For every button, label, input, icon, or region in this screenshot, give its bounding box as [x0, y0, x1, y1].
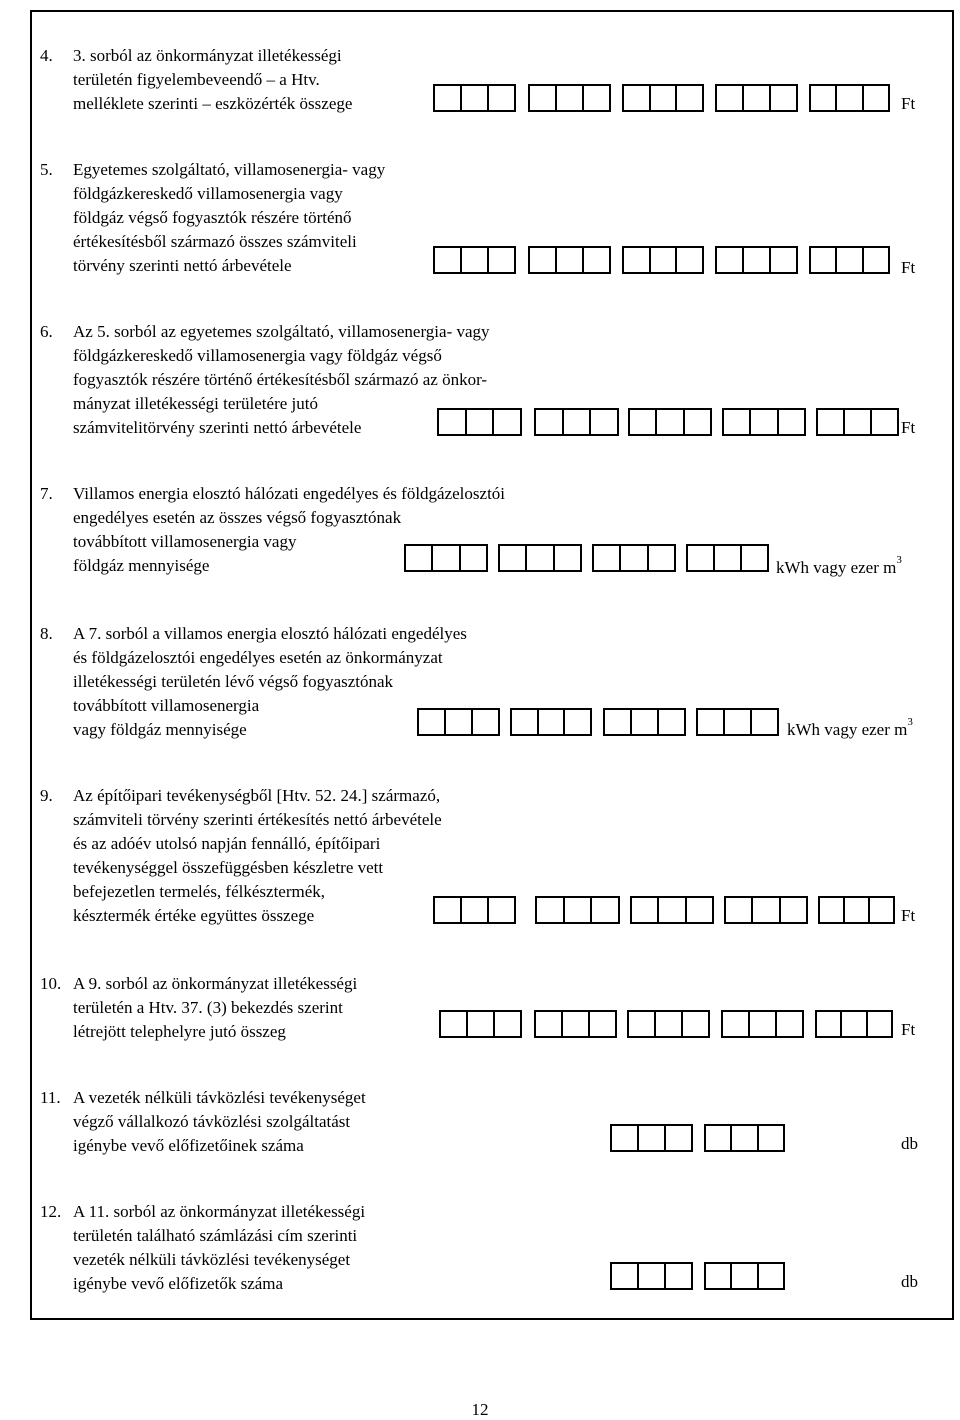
- page-number: 12: [471, 1400, 489, 1419]
- row-number: 5.: [40, 160, 53, 179]
- unit-label: Ft: [901, 1020, 916, 1039]
- row-label: A 9. sorból az önkormányzat illetékességi területén a Htv. 37. (3) bekezdés szerint létrejött telephelyre jutó összeg: [73, 974, 358, 1041]
- row-label: Egyetemes szolgáltató, villamosenergia- vagy földgázkereskedő villamosenergia vagy földgáz végső fogyasztók részére történő értékesítésből származó összes számviteli törvény szerinti nettó árbevétele: [73, 160, 386, 275]
- row-label: A 7. sorból a villamos energia elosztó hálózati engedélyes és földgázelosztói engedélyes esetén az önkormányzat illetékességi területén lévő végső fogyasztónak továbbított villamosenergia vagy földgáz mennyisége: [73, 624, 467, 739]
- unit-label: Ft: [901, 906, 916, 925]
- unit-label: Ft: [901, 94, 916, 113]
- unit-label: kWh vagy ezer $m^3$: [787, 716, 913, 739]
- row-label: A vezeték nélküli távközlési tevékenységet végző vállalkozó távközlési szolgáltatást igénybe vevő előfizetőinek száma: [73, 1088, 366, 1155]
- row-number: 7.: [40, 484, 53, 503]
- unit-label: Ft: [901, 258, 916, 277]
- unit-label: db: [901, 1134, 918, 1153]
- row-label: Az építőipari tevékenységből [Htv. 52. 24.] származó, számviteli törvény szerinti értékesítés nettó árbevétele és az adóév utolsó napján fennálló, építőipari tevékenységgel összefüggésben készletre vett befejezetlen termelés, félkésztermék, késztermék értéke együttes összege: [73, 786, 442, 925]
- row-label: A 11. sorból az önkormányzat illetékességi területén található számlázási cím szerinti vezeték nélküli távközlési tevékenységet igénybe vevő előfizetők száma: [73, 1202, 366, 1293]
- row-number: 4.: [40, 46, 53, 65]
- unit-label: kWh vagy ezer $m^3$: [776, 554, 902, 577]
- row-number: 9.: [40, 786, 53, 805]
- row-number: 10.: [40, 974, 62, 993]
- unit-label: db: [901, 1272, 918, 1291]
- row-number: 11.: [40, 1088, 61, 1107]
- row-number: 8.: [40, 624, 53, 643]
- unit-label: Ft: [901, 418, 916, 437]
- row-label: 3. sorból az önkormányzat illetékességi területén figyelembeveendő – a Htv. melléklete szerinti – eszközérték összege: [73, 46, 353, 113]
- row-number: 6.: [40, 322, 53, 341]
- row-label: Az 5. sorból az egyetemes szolgáltató, villamosenergia- vagy földgázkereskedő villamosenergia vagy földgáz végső fogyasztók részére történő értékesítésből származó az önkor- mányzat illetékességi területére jutó számvitelitörvény szerinti nettó árbevétele: [73, 322, 490, 437]
- row-number: 12.: [40, 1202, 62, 1221]
- row-label: Villamos energia elosztó hálózati engedélyes és földgázelosztói engedélyes esetén az összes végső fogyasztónak továbbított villamosenergia vagy földgáz mennyisége: [73, 484, 506, 575]
